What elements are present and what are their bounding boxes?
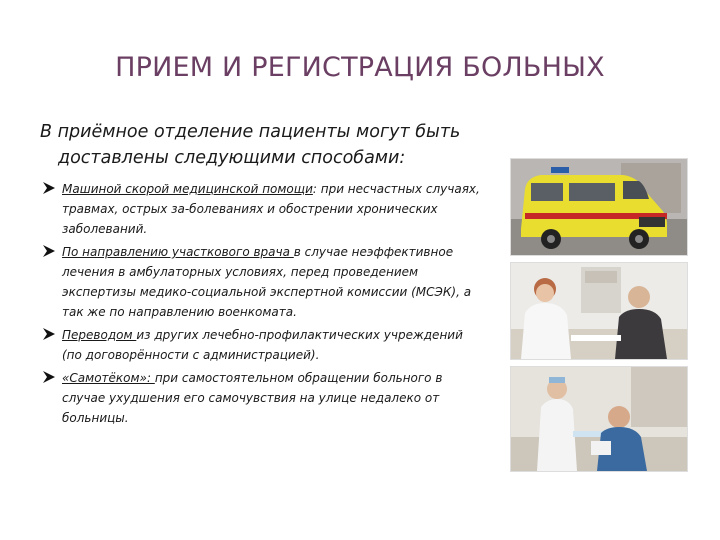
arrow-bullet-icon xyxy=(42,327,56,341)
list-item xyxy=(40,242,480,322)
patient-examination-photo xyxy=(510,366,688,472)
doctor-consultation-photo xyxy=(510,262,688,360)
arrow-bullet-icon xyxy=(42,181,56,195)
list-item-text: при самостоятельном обращении больного в случае ухудшения его самочувствия на улице недалеко от больницы. xyxy=(62,371,443,425)
content-block xyxy=(40,119,480,431)
arrow-bullet-icon xyxy=(42,370,56,384)
list-item-text: из других лечебно-профилактических учреждений (по договорённости с администрацией). xyxy=(62,328,463,362)
page-title: ПРИЕМ И РЕГИСТРАЦИЯ БОЛЬНЫХ xyxy=(115,52,605,83)
arrow-bullet-icon xyxy=(42,244,56,258)
list-item xyxy=(40,368,480,428)
list-item xyxy=(40,325,480,365)
list-item-link: По направлению участкового врача xyxy=(62,245,294,259)
list-item-link: «Самотёком»: xyxy=(62,371,155,385)
list-item-text: в случае неэффективное лечения в амбулаторных условиях, перед проведением экспертизы медико-социальной экспертной комиссии (МСЭК), а так же по направлению военкомата. xyxy=(62,245,472,319)
intro-text: В приёмное отделение пациенты могут быть доставлены следующими способами: xyxy=(40,122,461,168)
list-item-text: : при несчастных случаях, травмах, острых за-болеваниях и обострении хронических заболеваний. xyxy=(62,182,480,236)
list-item-link: Переводом xyxy=(62,328,137,342)
list-item xyxy=(40,179,480,239)
ambulance-photo xyxy=(510,158,688,256)
list-item-link: Машиной скорой медицинской помощи xyxy=(62,182,313,196)
